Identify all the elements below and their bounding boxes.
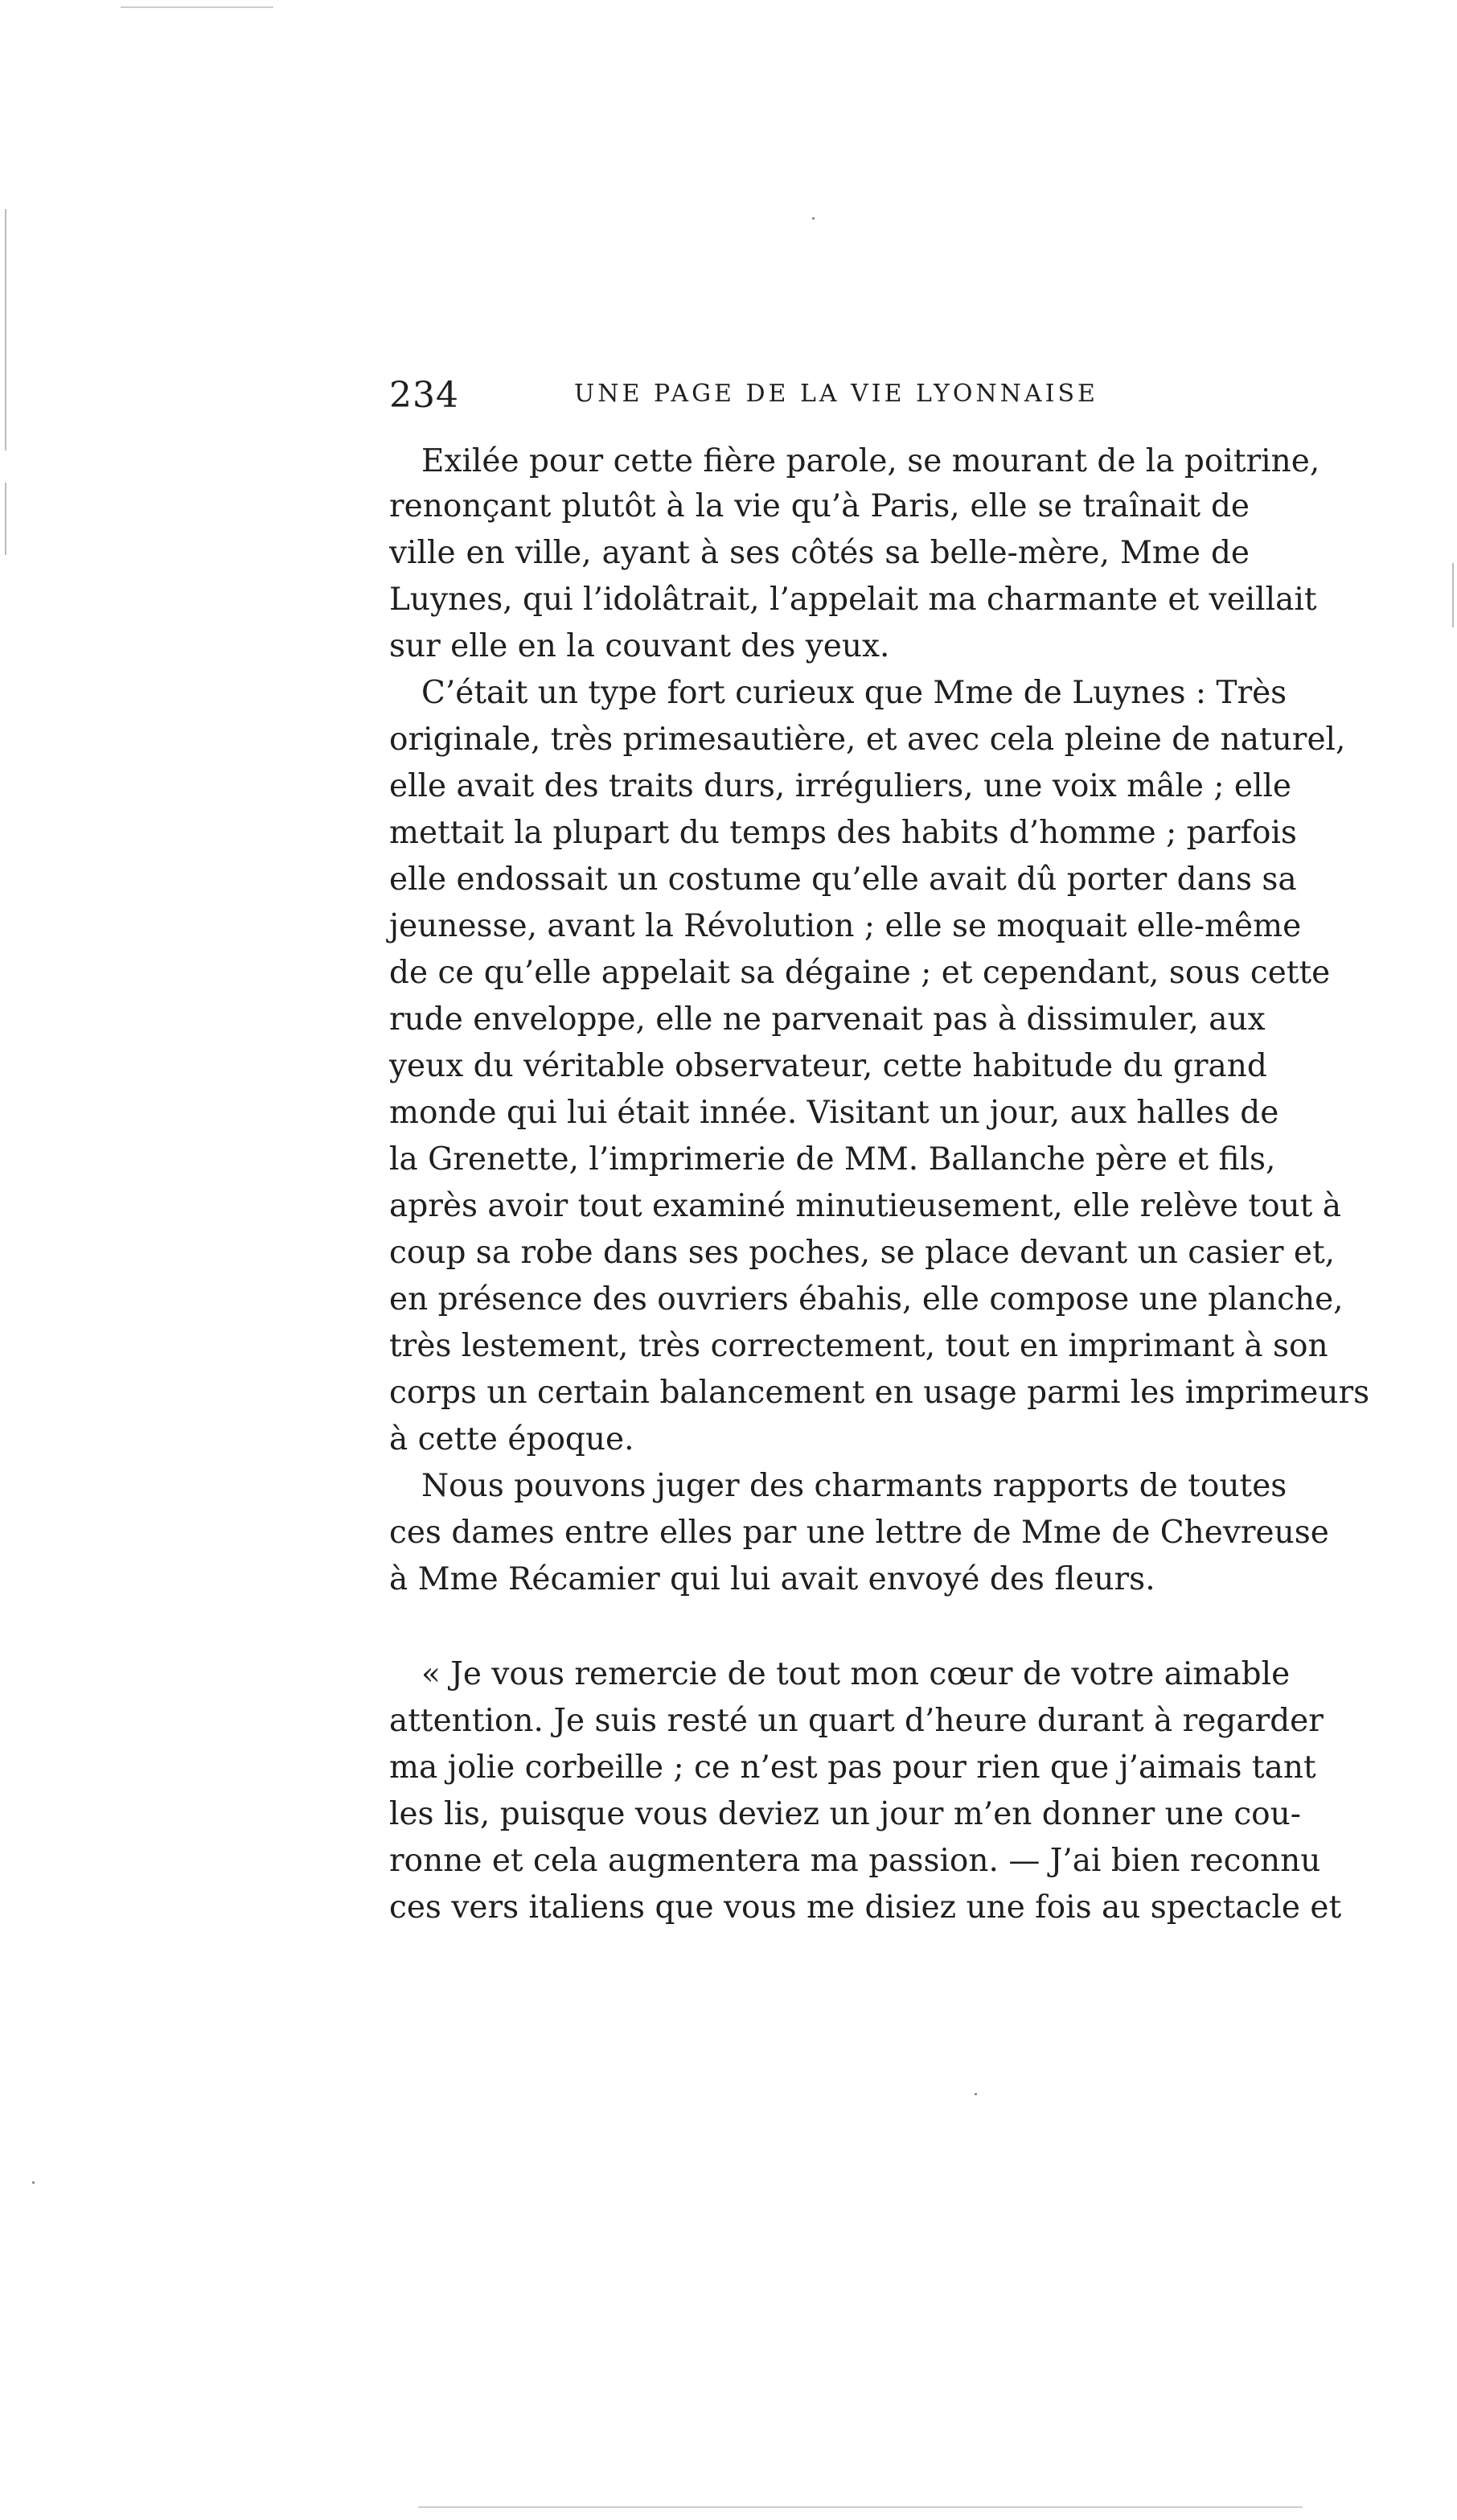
text-line: elle endossait un costume qu’elle avait dû porter dans sa	[389, 861, 1297, 898]
text-line: elle avait des traits durs, irréguliers, une voix mâle ; elle	[389, 768, 1292, 804]
scan-bottom-edge	[418, 2506, 1303, 2508]
scan-edge-mark	[5, 483, 6, 555]
text-line: à cette époque.	[389, 1421, 634, 1457]
text-line: attention. Je suis resté un quart d’heure durant à regarder	[389, 1703, 1324, 1739]
text-line: C’était un type fort curieux que Mme de Luynes : Très	[421, 675, 1287, 711]
text-line: jeunesse, avant la Révolution ; elle se moquait elle-même	[389, 908, 1302, 944]
text-line: très lestement, très correctement, tout en imprimant à son	[389, 1328, 1328, 1364]
text-line: Nous pouvons juger des charmants rapports de toutes	[421, 1468, 1287, 1504]
text-line: la Grenette, l’imprimerie de MM. Ballanche père et fils,	[389, 1141, 1276, 1178]
text-line: coup sa robe dans ses poches, se place devant un casier et,	[389, 1235, 1336, 1271]
scan-top-edge	[121, 6, 273, 8]
text-line: sur elle en la couvant des yeux.	[389, 628, 890, 664]
text-line: ville en ville, ayant à ses côtés sa belle-mère, Mme de	[389, 535, 1250, 571]
text-line: Exilée pour cette fière parole, se mourant de la poitrine,	[421, 443, 1320, 479]
text-line: mettait la plupart du temps des habits d’homme ; parfois	[389, 815, 1297, 851]
text-line: ma jolie corbeille ; ce n’est pas pour rien que j’aimais tant	[389, 1749, 1316, 1786]
scan-edge-mark	[1452, 563, 1454, 627]
text-line: après avoir tout examiné minutieusement, elle relève tout à	[389, 1188, 1341, 1224]
text-line: ronne et cela augmentera ma passion. — J’ai bien reconnu	[389, 1843, 1321, 1879]
text-line: yeux du véritable observateur, cette habitude du grand	[389, 1048, 1267, 1084]
text-line: monde qui lui était innée. Visitant un jour, aux halles de	[389, 1095, 1279, 1131]
text-line: rude enveloppe, elle ne parvenait pas à dissimuler, aux	[389, 1001, 1266, 1038]
text-line: de ce qu’elle appelait sa dégaine ; et cependant, sous cette	[389, 955, 1331, 991]
text-line: les lis, puisque vous deviez un jour m’en donner une cou-	[389, 1796, 1301, 1832]
scan-edge-mark	[5, 209, 6, 450]
text-line: en présence des ouvriers ébahis, elle compose une planche,	[389, 1281, 1344, 1318]
text-line: corps un certain balancement en usage parmi les imprimeurs	[389, 1375, 1370, 1411]
page-header	[389, 375, 1250, 423]
running-title: UNE PAGE DE LA VIE LYONNAISE	[574, 380, 1098, 408]
text-line: ces dames entre elles par une lettre de Mme de Chevreuse	[389, 1515, 1329, 1551]
scan-speck	[32, 2181, 35, 2184]
page-number: 234	[389, 375, 459, 416]
text-line: ces vers italiens que vous me disiez une fois au spectacle et	[389, 1889, 1342, 1926]
text-line: renonçant plutôt à la vie qu’à Paris, elle se traînait de	[389, 488, 1250, 524]
scan-speck	[975, 2093, 977, 2095]
text-line: « Je vous remercie de tout mon cœur de votre aimable	[421, 1656, 1291, 1692]
text-line: à Mme Récamier qui lui avait envoyé des fleurs.	[389, 1561, 1155, 1597]
text-line: originale, très primesautière, et avec cela pleine de naturel,	[389, 721, 1346, 758]
text-line: Luynes, qui l’idolâtrait, l’appelait ma charmante et veillait	[389, 582, 1317, 618]
scan-speck	[812, 217, 815, 220]
